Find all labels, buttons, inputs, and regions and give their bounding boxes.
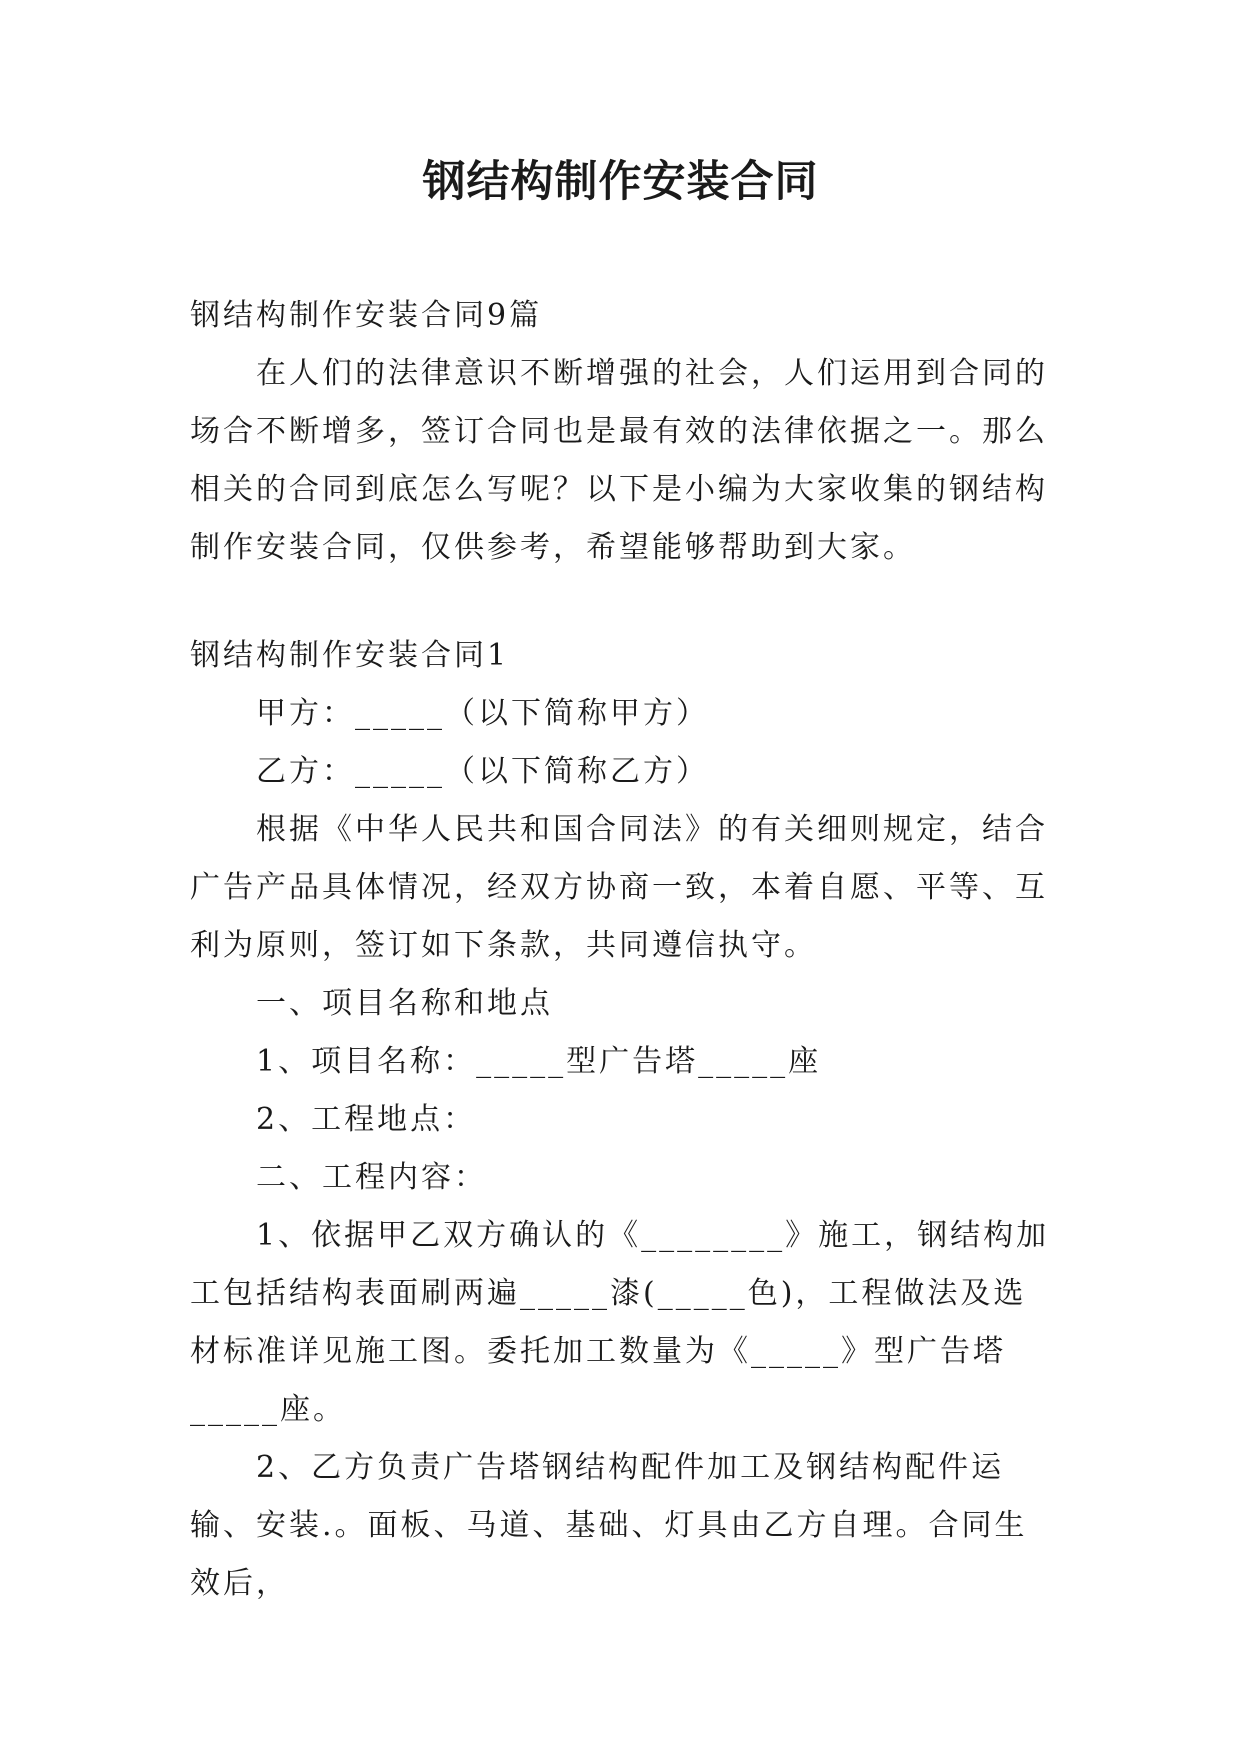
document-subtitle: 钢结构制作安装合同9篇: [190, 298, 543, 333]
clause-project-location: 2、工程地点：: [256, 1102, 477, 1137]
clause-heading-content: 二、工程内容：: [256, 1160, 487, 1195]
party-a-line: 甲方：_____（以下简称甲方）: [256, 696, 709, 731]
document-body: [190, 287, 1050, 1613]
intro-paragraph: 在人们的法律意识不断增强的社会，人们运用到合同的场合不断增多，签订合同也是最有效的法律依据之一。那么相关的合同到底怎么写呢？以下是小编为大家收集的钢结构制作安装合同，仅供参考，希望能够帮助到大家。: [190, 356, 1048, 565]
clause-content-2: 2、乙方负责广告塔钢结构配件加工及钢结构配件运输、安装.。面板、马道、基础、灯具由乙方自理。合同生效后，: [190, 1450, 1028, 1601]
party-b-line: 乙方：_____（以下简称乙方）: [256, 754, 709, 789]
legal-basis-paragraph: 根据《中华人民共和国合同法》的有关细则规定，结合广告产品具体情况，经双方协商一致，本着自愿、平等、互利为原则，签订如下条款，共同遵信执守。: [190, 812, 1048, 963]
section-spacer: [190, 577, 1050, 627]
clause-content-1: 1、依据甲乙双方确认的《________》施工，钢结构加工包括结构表面刷两遍_____漆(_____色)，工程做法及选材标准详见施工图。委托加工数量为《_____》型广告塔_____座。: [190, 1218, 1050, 1427]
clause-heading-project: 一、项目名称和地点: [256, 986, 553, 1021]
clause-project-name: 1、项目名称：_____型广告塔_____座: [256, 1044, 822, 1079]
section-heading: 钢结构制作安装合同1: [190, 638, 510, 673]
document-title: 钢结构制作安装合同: [422, 157, 819, 207]
